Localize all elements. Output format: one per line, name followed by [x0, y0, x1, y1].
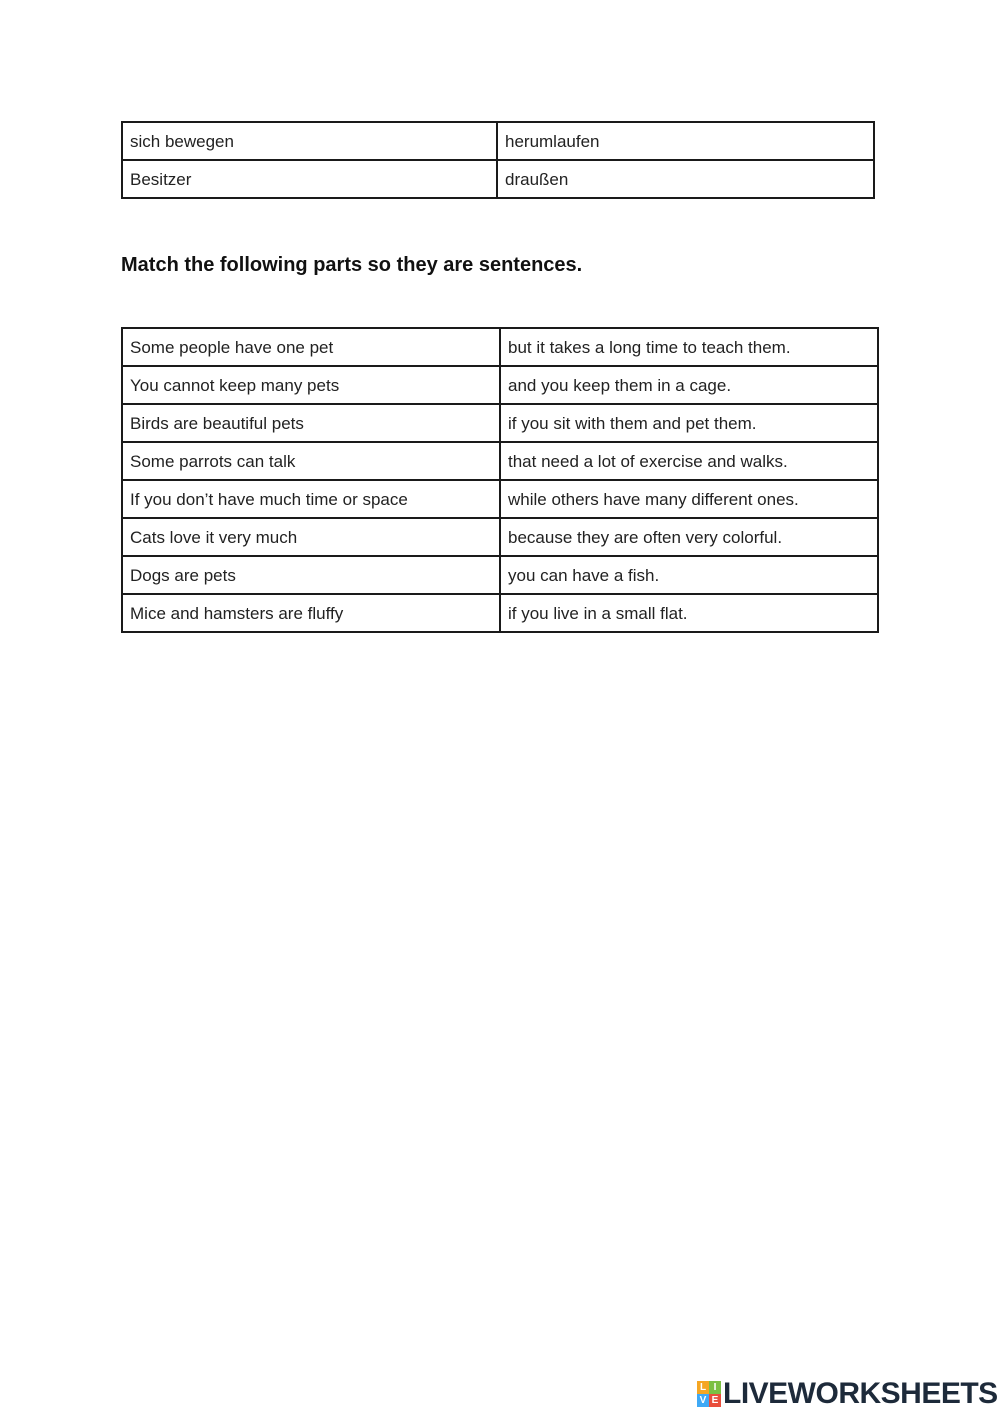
sentence-start: If you don’t have much time or space: [122, 480, 500, 518]
sentence-end[interactable]: because they are often very colorful.: [500, 518, 878, 556]
sentence-start: Cats love it very much: [122, 518, 500, 556]
logo-tile: E: [709, 1394, 721, 1407]
sentence-start: Some people have one pet: [122, 328, 500, 366]
vocab-term: herumlaufen: [497, 122, 874, 160]
sentence-end[interactable]: if you sit with them and pet them.: [500, 404, 878, 442]
table-row: [122, 328, 878, 366]
exercise-heading: Match the following parts so they are sentences.: [121, 254, 583, 276]
table-row: [122, 366, 878, 404]
table-row: [122, 556, 878, 594]
vocab-term: sich bewegen: [122, 122, 497, 160]
table-row: [122, 404, 878, 442]
vocabulary-table: [121, 121, 875, 199]
sentence-end[interactable]: that need a lot of exercise and walks.: [500, 442, 878, 480]
vocab-term: Besitzer: [122, 160, 497, 198]
sentence-end[interactable]: and you keep them in a cage.: [500, 366, 878, 404]
sentence-end[interactable]: you can have a fish.: [500, 556, 878, 594]
sentence-start: Birds are beautiful pets: [122, 404, 500, 442]
logo-tile: I: [709, 1381, 721, 1394]
sentence-end[interactable]: while others have many different ones.: [500, 480, 878, 518]
table-row: [122, 160, 874, 198]
sentence-end[interactable]: but it takes a long time to teach them.: [500, 328, 878, 366]
sentence-start: Mice and hamsters are fluffy: [122, 594, 500, 632]
sentence-end[interactable]: if you live in a small flat.: [500, 594, 878, 632]
sentence-start: Dogs are pets: [122, 556, 500, 594]
matching-table: [121, 327, 879, 633]
liveworksheets-logo-icon: [697, 1381, 721, 1407]
logo-tile: L: [697, 1381, 709, 1394]
logo-tile: V: [697, 1394, 709, 1407]
vocab-term: draußen: [497, 160, 874, 198]
table-row: [122, 594, 878, 632]
brand-wordmark: LIVEWORKSHEETS: [723, 1377, 998, 1410]
liveworksheets-brand: [697, 1378, 998, 1410]
table-row: [122, 122, 874, 160]
sentence-start: Some parrots can talk: [122, 442, 500, 480]
table-row: [122, 480, 878, 518]
table-row: [122, 442, 878, 480]
table-row: [122, 518, 878, 556]
sentence-start: You cannot keep many pets: [122, 366, 500, 404]
